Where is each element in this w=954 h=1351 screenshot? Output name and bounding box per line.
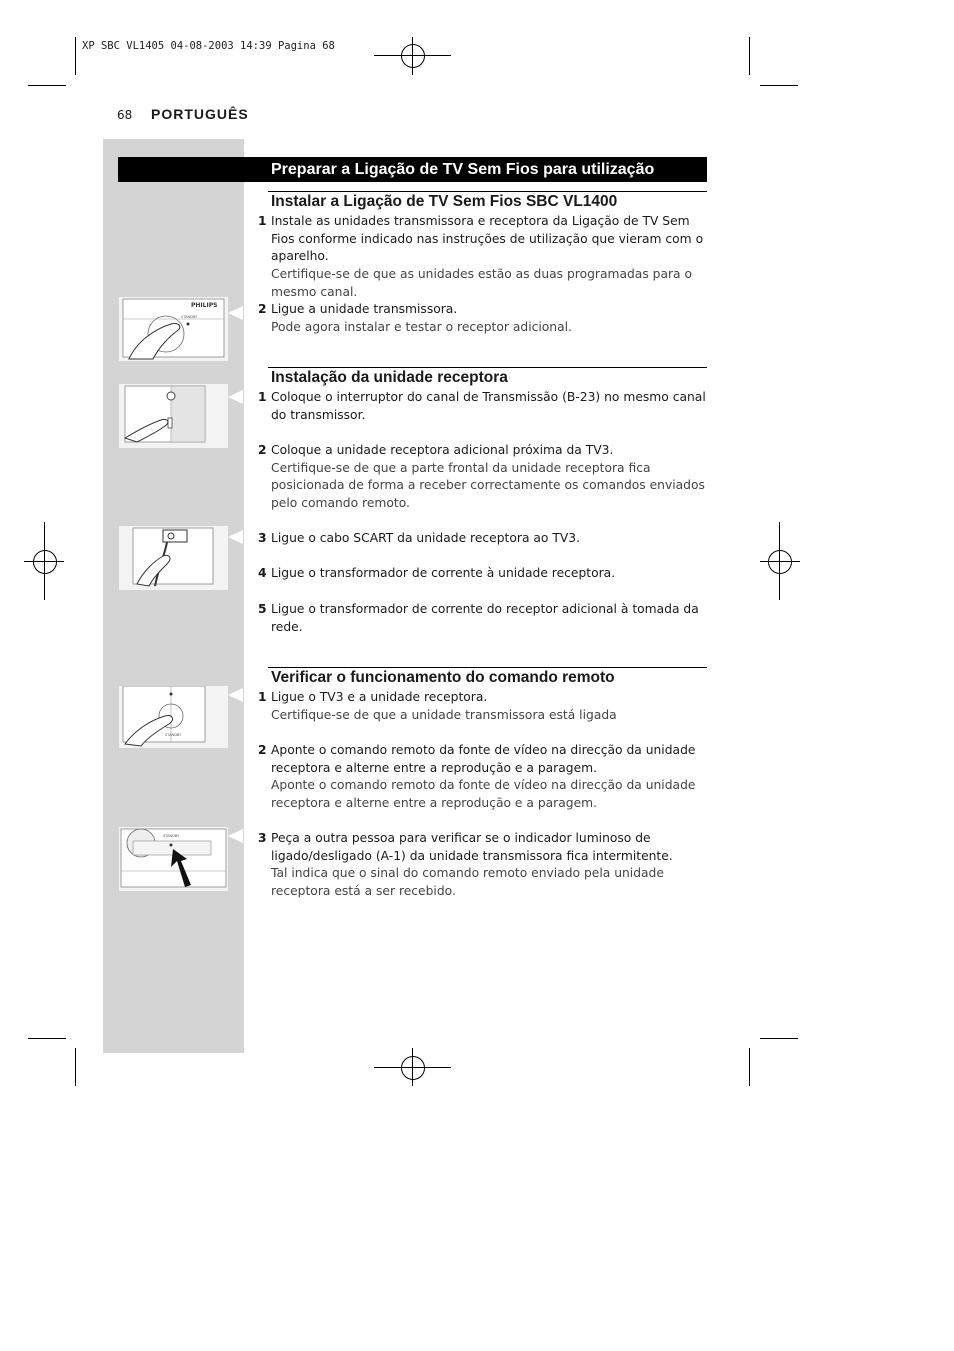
step-item <box>258 742 708 813</box>
crop-mark <box>28 85 66 86</box>
step-item <box>258 442 708 513</box>
pointer-arrow <box>228 530 243 544</box>
step-number: 2 <box>258 743 267 757</box>
step-note: Aponte o comando remoto da fonte de vídeo na direcção da unidade receptora e alterne entre a reprodução e a paragem. <box>271 778 696 811</box>
section-title: Instalar a Ligação de TV Sem Fios SBC VL1400 <box>271 193 618 210</box>
crop-mark <box>75 37 76 75</box>
step-text: Coloque a unidade receptora adicional próxima da TV3. <box>271 443 614 457</box>
step-item <box>258 389 708 424</box>
step-note: Certifique-se de que a parte frontal da unidade receptora fica posicionada de forma a receber correctamente os comandos enviados pelo comando remoto. <box>271 460 705 511</box>
step-note: Tal indica que o sinal do comando remoto enviado pela unidade receptora está a ser recebido. <box>271 866 664 899</box>
step-item <box>258 601 708 636</box>
crop-mark <box>28 1038 66 1039</box>
receiver-power-drawing <box>119 686 228 748</box>
transmitter-drawing <box>119 297 228 361</box>
step-text: Ligue o transformador de corrente do receptor adicional à tomada da rede. <box>271 602 699 634</box>
step-number: 5 <box>258 602 267 616</box>
section-title: Verificar o funcionamento do comando remoto <box>271 669 615 686</box>
step-text: Coloque o interruptor do canal de Transmissão (B-23) no mesmo canal do transmissor. <box>271 390 706 422</box>
language-heading: PORTUGUÊS <box>151 106 249 122</box>
section-rule <box>268 191 707 192</box>
pointer-arrow <box>228 829 243 843</box>
channel-switch-drawing <box>119 384 228 448</box>
step-note: Certifique-se de que a unidade transmissora está ligada <box>271 707 617 722</box>
step-number: 3 <box>258 831 267 845</box>
step-number: 1 <box>258 390 267 404</box>
step-number: 2 <box>258 443 267 457</box>
scart-cable-drawing <box>119 526 228 590</box>
page-number: 68 <box>117 108 133 122</box>
printer-slug: XP SBC VL1405 04-08-2003 14:39 Pagina 68 <box>82 40 335 52</box>
step-number: 4 <box>258 566 267 580</box>
pointer-arrow <box>228 390 243 404</box>
standby-label: STANDBY <box>163 834 180 838</box>
crop-mark <box>749 1048 750 1086</box>
illustration-transmitter-on <box>119 297 228 361</box>
step-note: Pode agora instalar e testar o receptor adicional. <box>271 319 572 334</box>
indicator-check-drawing <box>119 827 228 891</box>
crop-mark <box>749 37 750 75</box>
step-number: 3 <box>258 531 267 545</box>
crop-mark <box>75 1048 76 1086</box>
step-item <box>258 301 708 336</box>
step-text: Aponte o comando remoto da fonte de vídeo na direcção da unidade receptora e alterne entre a reprodução e a paragem. <box>271 743 696 775</box>
standby-label: STANDBY <box>181 315 198 319</box>
step-item <box>258 689 708 724</box>
banner-title: Preparar a Ligação de TV Sem Fios para utilização <box>271 161 655 178</box>
pointer-arrow <box>228 306 243 320</box>
step-text: Ligue o TV3 e a unidade receptora. <box>271 690 488 704</box>
illustration-scart-cable <box>119 526 228 590</box>
step-number: 1 <box>258 690 267 704</box>
step-text: Instale as unidades transmissora e receptora da Ligação de TV Sem Fios conforme indicado nas instruções de utilização que vieram com o aparelho. <box>271 214 704 264</box>
step-item <box>258 565 708 583</box>
illustration-indicator-check <box>119 827 228 891</box>
step-text: Ligue o cabo SCART da unidade receptora ao TV3. <box>271 531 581 545</box>
philips-logo: PHILIPS <box>191 302 218 309</box>
standby-label: STANDBY <box>165 733 182 737</box>
illustration-channel-switch <box>119 384 228 448</box>
step-note: Certifique-se de que as unidades estão as duas programadas para o mesmo canal. <box>271 267 693 299</box>
sidebar-column <box>103 139 244 1053</box>
crop-mark <box>760 1038 798 1039</box>
pointer-arrow <box>228 688 243 702</box>
section-rule <box>268 667 707 668</box>
step-number: 1 <box>258 214 267 228</box>
section-rule <box>268 367 707 368</box>
section-title: Instalação da unidade receptora <box>271 369 508 386</box>
step-item <box>258 213 708 302</box>
step-text: Ligue o transformador de corrente à unidade receptora. <box>271 566 616 580</box>
step-text: Peça a outra pessoa para verificar se o indicador luminoso de ligado/desligado (A-1) da unidade transmissora fica intermitente. <box>271 831 673 863</box>
step-number: 2 <box>258 302 267 316</box>
step-item <box>258 530 708 548</box>
crop-mark <box>760 85 798 86</box>
illustration-receiver-power <box>119 686 228 748</box>
step-item <box>258 830 708 901</box>
step-text: Ligue a unidade transmissora. <box>271 302 458 316</box>
